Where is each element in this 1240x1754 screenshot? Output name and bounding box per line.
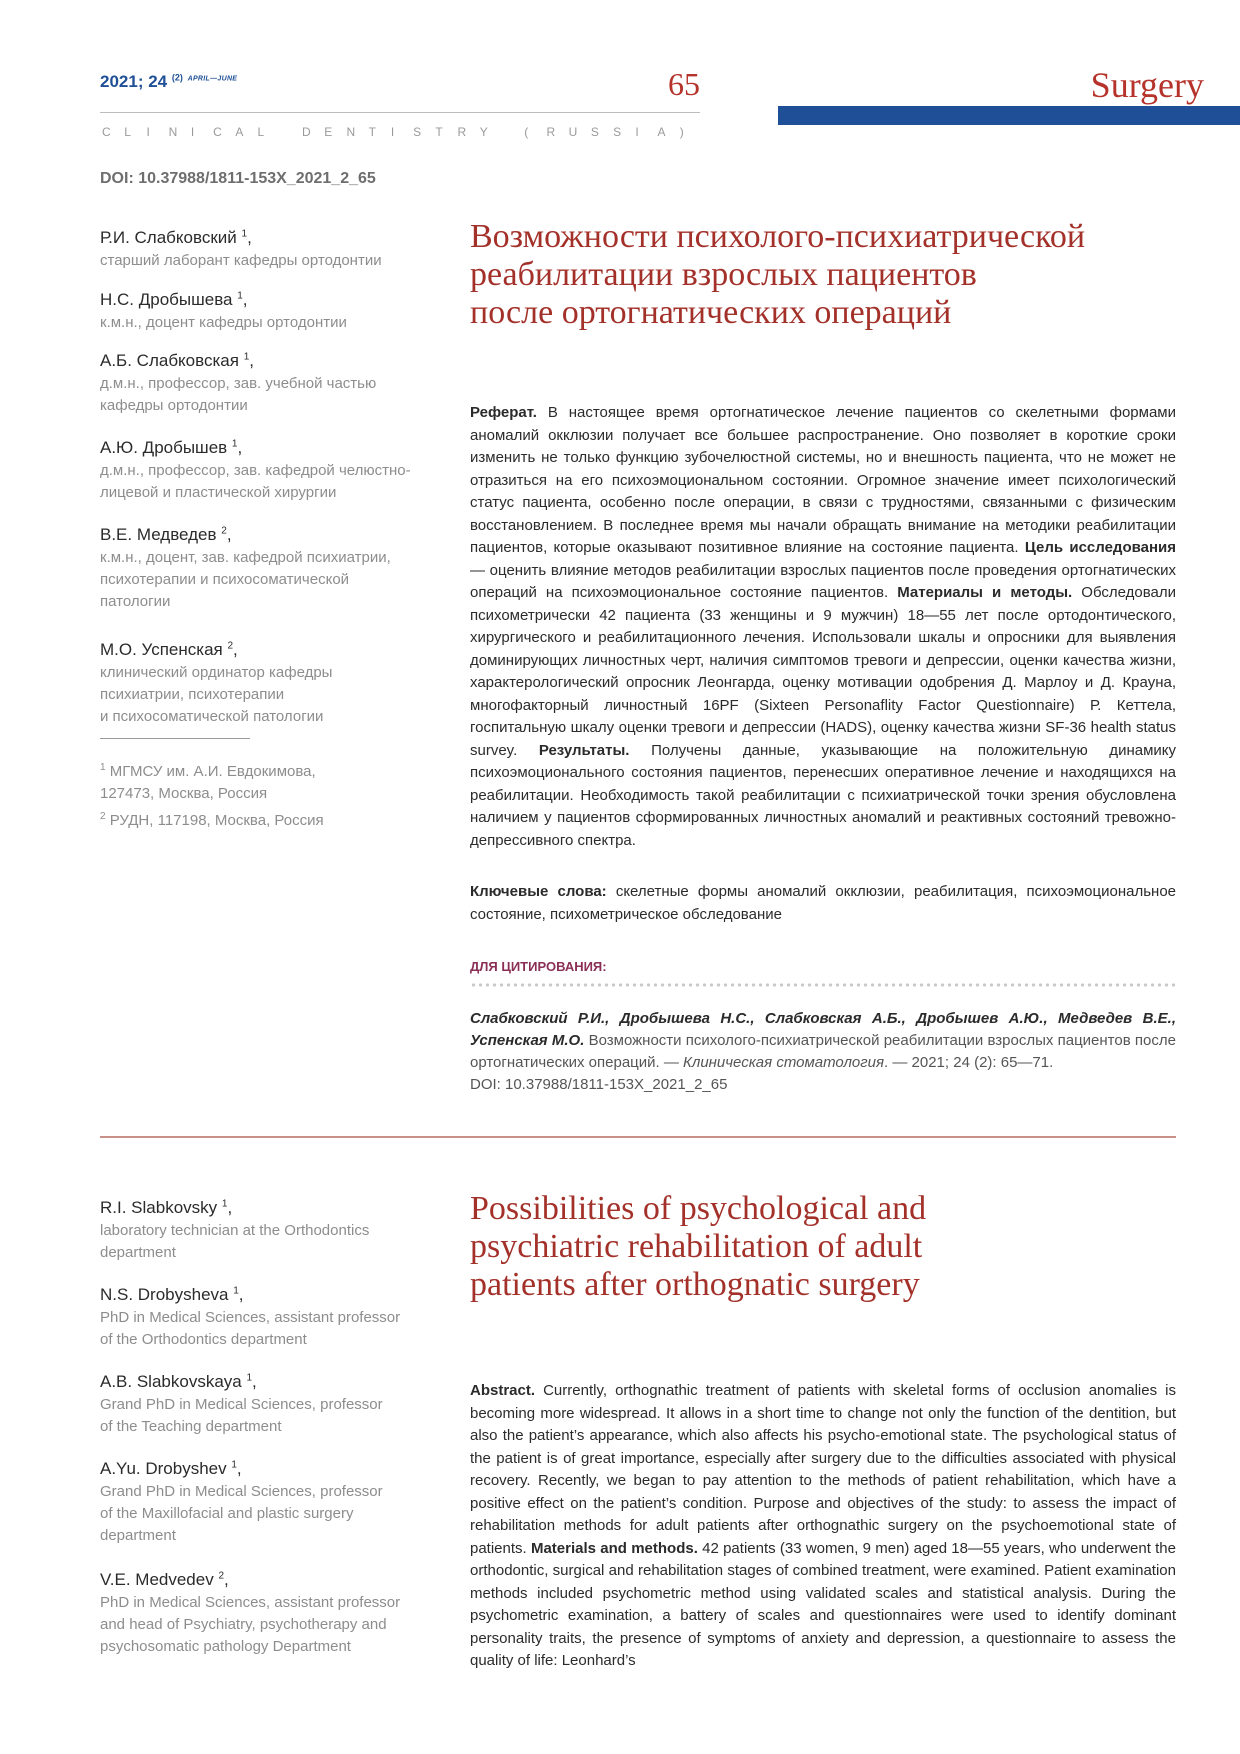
title-line: psychiatric rehabilitation of adult	[470, 1228, 923, 1265]
author	[100, 1372, 430, 1438]
title-line: Возможности психолого-психиатрической	[470, 218, 1086, 255]
author	[100, 525, 430, 613]
author	[100, 1285, 430, 1351]
abstract-en-label: Abstract.	[470, 1382, 536, 1399]
header-divider	[100, 112, 700, 113]
author-position: Grand PhD in Medical Sciences, professor of the Teaching department	[100, 1396, 383, 1435]
author-name: А.Ю. Дробышев $^1$,	[100, 438, 243, 457]
author-affiliation-mark: 1	[243, 351, 250, 363]
author-affiliation-mark: 1	[237, 290, 243, 302]
language-separator	[100, 1136, 1176, 1138]
year-volume: 2021; 24	[100, 72, 168, 91]
author-position: Grand PhD in Medical Sciences, professor of the Maxillofacial and plastic surgery department	[100, 1483, 383, 1544]
citation-text: Возможности психолого-психиатрической реабилитации взрослых пациентов после ортогнатических операций. —	[470, 1032, 1176, 1071]
author-affiliation-mark: 2	[227, 640, 234, 652]
citation-authors: Слабковский Р.И., Дробышева Н.С., Слабковская А.Б., Дробышев А.Ю., Медведев В.Е., Успенская М.О.	[470, 1010, 1176, 1049]
author	[100, 228, 430, 272]
author-name: Н.С. Дробышева $^1$,	[100, 290, 248, 309]
citation-heading: ДЛЯ ЦИТИРОВАНИЯ:	[470, 959, 607, 974]
author-position: к.м.н., доцент, зав. кафедрой психиатрии, психотерапии и психосоматической патологии	[100, 549, 391, 610]
keywords-label: Ключевые слова:	[470, 883, 607, 900]
author-position: д.м.н., профессор, зав. учебной частью кафедры ортодонтии	[100, 375, 377, 414]
citation-doi: DOI: 10.37988/1811-153X_2021_2_65	[470, 1076, 728, 1093]
author-position: старший лаборант кафедры ортодонтии	[100, 252, 382, 269]
author	[100, 1570, 430, 1658]
author-affiliation-mark: 1	[231, 1459, 237, 1471]
citation-journal: Клиническая стоматология	[683, 1054, 885, 1071]
title-line: Possibilities of psychological and	[470, 1190, 927, 1227]
author	[100, 1459, 430, 1547]
results-label: Результаты.	[538, 741, 630, 759]
page-number: 65	[668, 66, 700, 102]
author-name: Р.И. Слабковский $^1$,	[100, 228, 252, 247]
author-position: PhD in Medical Sciences, assistant professor and head of Psychiatry, psychotherapy and psychosomatic pathology Department	[100, 1594, 401, 1655]
section-bar	[778, 106, 1240, 125]
author-name: A.Yu. Drobyshev $^1$,	[100, 1459, 242, 1478]
article-title-en	[470, 1190, 1190, 1304]
author-name: М.О. Успенская $^2$,	[100, 640, 238, 659]
aim-text: — оценить влияние методов реабилитации взрослых пациентов после проведения ортогнатических операций на психоэмоциональное состояние пациентов.	[470, 561, 1176, 601]
author	[100, 1198, 430, 1264]
aim-label: Цель исследования	[1024, 539, 1177, 556]
author-affiliation-mark: 1	[241, 228, 248, 240]
author-name: N.S. Drobysheva $^1$,	[100, 1285, 244, 1304]
author	[100, 351, 430, 417]
journal-issue	[100, 72, 237, 92]
results-text: Получены данные, указывающие на положительную динамику психоэмоционального состояния пациентов, перенесших оперативное лечение и находящихся на реабилитации. Необходимость такой реабилитации с психиатрической точки зрения обусловлена наличием у пациентов сформированных личностных аномалий и реактивных состояний тревожно-депрессивного спектра.	[470, 741, 1176, 849]
author-position: д.м.н., профессор, зав. кафедрой челюстно- лицевой и пластической хирургии	[100, 462, 411, 501]
author-affiliation-mark: 2	[218, 1570, 225, 1582]
citation	[470, 1008, 1176, 1096]
author-affiliation-mark: 1	[233, 1285, 239, 1297]
abstract-en-text: Currently, orthognathic treatment of patients with skeletal forms of occlusion anomalies is becoming more widespread. It allows in a short time to change not only the function of the dentition, but also the patient’s appearance, which also affects his psycho-emotional state. The psychological status of the patient is of great importance, especially after surgery due to the difficulties associated with physical recovery. Recently, we began to pay attention to the methods of patient rehabilitation, which have a positive effect on the patient’s condition. Purpose and objectives of the study: to assess the impact of rehabilitation methods for adult patients after orthognathic surgery on the psychoemotional state of patients.	[470, 1382, 1176, 1557]
author-affiliation-mark: 2	[221, 525, 227, 537]
author-name: V.E. Medvedev $^2$,	[100, 1570, 229, 1589]
abstract-label: Реферат.	[470, 404, 537, 421]
author	[100, 438, 430, 504]
affiliation: $^2$ РУДН, 117198, Москва, Россия	[100, 811, 324, 829]
citation-tail: . — 2021; 24 (2): 65—71.	[884, 1054, 1054, 1071]
doi: DOI: 10.37988/1811-153X_2021_2_65	[100, 170, 376, 187]
article-title-ru	[470, 218, 1190, 332]
author-affiliation-mark: 1	[246, 1372, 253, 1384]
keywords-text: скелетные формы аномалий окклюзии, реабилитация, психоэмоциональное состояние, психометрическое обследование	[470, 883, 1176, 923]
author-position: PhD in Medical Sciences, assistant professor of the Orthodontics department	[100, 1309, 401, 1348]
author-position: клинический ординатор кафедры психиатрии, психотерапии и психосоматической патологии	[100, 664, 333, 725]
keywords-ru	[470, 881, 1176, 926]
title-line: реабилитации взрослых пациентов	[470, 256, 977, 293]
title-line: patients after orthognatic surgery	[470, 1266, 920, 1303]
issue-number: (2)	[171, 72, 183, 83]
author-name: А.Б. Слабковская $^1$,	[100, 351, 254, 370]
author	[100, 290, 430, 334]
methods-en-label: Materials and methods.	[530, 1539, 698, 1557]
author-name: В.Е. Медведев $^2$,	[100, 525, 232, 544]
author-affiliation-mark: 1	[231, 438, 238, 450]
methods-en-text: 42 patients (33 women, 9 men) aged 18—55 years, who underwent the orthodontic, surgical and rehabilitation stages of combined treatment, were examined. Patient examination methods included psychometric method using validated scales and statistical analysis. During the psychometric examination, a battery of scales and questionnaires were used to identify dominant personality traits, the presence of symptoms of anxiety and depression, a questionnaire to assess the quality of life: Leonhard’s	[470, 1539, 1176, 1669]
title-line: после ортогнатических операций	[470, 294, 952, 331]
abstract-ru	[470, 402, 1176, 852]
author-position: к.м.н., доцент кафедры ортодонтии	[100, 314, 347, 331]
methods-text: Обследовали психометрически 42 пациента (33 женщины и 9 мужчин) 18—55 лет после ортодонтического, хирургического и реабилитационного лечения. Использовали шкалы и опросники для выявления доминирующих личностных черт, наличия симптомов тревоги и депрессии, оценки качества жизни, характерологический опросник Леонгарда, оценку мотивации одобрения Д. Марлоу и Д. Крауна, многофакторный личностный 16PF (Sixteen Personaflity Factor Questionnaire) Р. Кеттела, госпитальную шкалу оценки тревоги и депрессии (HADS), оценку качества жизни SF-36 health status survey.	[470, 584, 1176, 759]
section-title: Surgery	[1090, 65, 1204, 105]
abstract-text: В настоящее время ортогнатическое лечение пациентов со скелетными формами аномалий окклюзии получает все большее распространение. Оно позволяет в короткие сроки изменить не только функцию зубочелюстной системы, но и внешность пациента, что не может не отразиться на его психоэмоциональном состоянии. Огромное значение имеет психологический статус пациента, особенно после операции, в связи с трудностями, связанными с физическим восстановлением. В последнее время мы начали обращать внимание на методики реабилитации пациентов, которые оказывают позитивное влияние на состояние пациента.	[470, 404, 1176, 556]
author-position: laboratory technician at the Orthodontics department	[100, 1222, 370, 1261]
methods-label: Материалы и методы.	[897, 584, 1073, 601]
author	[100, 640, 430, 728]
abstract-en	[470, 1380, 1176, 1673]
citation-dotted-divider	[470, 983, 1176, 987]
affiliation-divider	[100, 738, 250, 739]
author-affiliation-mark: 1	[221, 1198, 228, 1210]
author-name: R.I. Slabkovsky $^1$,	[100, 1198, 233, 1217]
author-name: A.B. Slabkovskaya $^1$,	[100, 1372, 257, 1391]
affiliation: $^1$ МГМСУ им. А.И. Евдокимова, 127473, Москва, Россия	[100, 762, 316, 802]
issue-period: APRIL—JUNE	[187, 75, 238, 83]
